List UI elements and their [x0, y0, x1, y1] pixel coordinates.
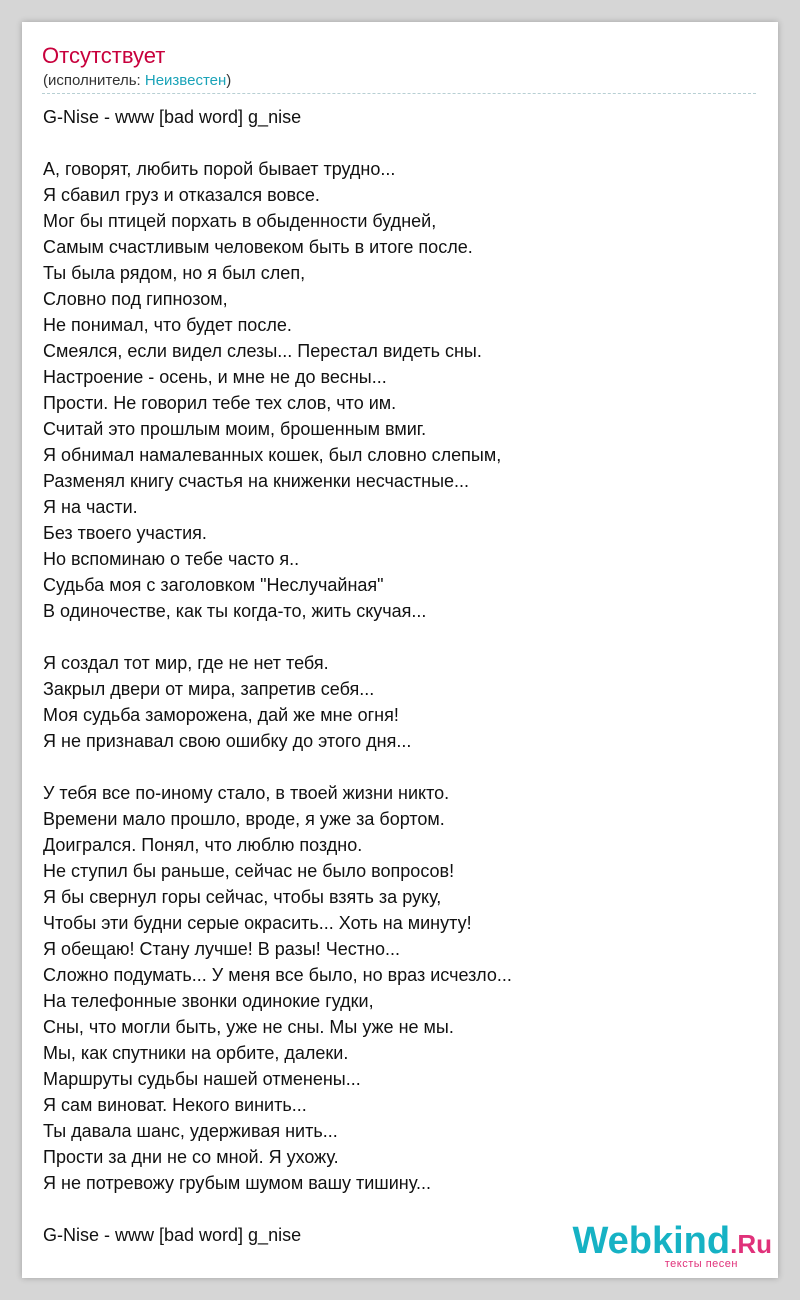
- lyric-line: Настроение - осень, и мне не до весны...: [43, 367, 387, 387]
- lyrics-card: [22, 22, 778, 1278]
- lyric-line: А, говорят, любить порой бывает трудно...: [43, 159, 396, 179]
- logo-domain: .Ru: [730, 1229, 772, 1259]
- verse-2: [43, 650, 757, 754]
- lyric-line: Я обещаю! Стану лучше! В разы! Честно...: [43, 939, 401, 959]
- lyric-line: Я не признавал свою ошибку до этого дня...: [43, 731, 412, 751]
- lyrics-footer: G-Nise - www [bad word] g_nise: [43, 1225, 302, 1245]
- lyric-line: Закрыл двери от мира, запретив себя...: [43, 679, 375, 699]
- lyric-line: Я обнимал намалеванных кошек, был словно слепым,: [43, 445, 502, 465]
- verse-3: [43, 780, 757, 1196]
- lyric-line: Мы, как спутники на орбите, далеки.: [43, 1043, 349, 1063]
- lyric-line: Маршруты судьбы нашей отменены...: [43, 1069, 361, 1089]
- lyric-line: Я создал тот мир, где не нет тебя.: [43, 653, 329, 673]
- logo-main-text: Webkind: [572, 1220, 731, 1262]
- lyric-line: Я не потревожу грубым шумом вашу тишину...: [43, 1173, 431, 1193]
- lyric-line: Прости за дни не со мной. Я ухожу.: [43, 1147, 339, 1167]
- lyric-line: Судьба моя с заголовком "Неслучайная": [43, 575, 384, 595]
- site-logo[interactable]: [572, 1221, 772, 1270]
- lyric-line: У тебя все по-иному стало, в твоей жизни никто.: [43, 783, 450, 803]
- artist-line: [43, 72, 231, 90]
- lyric-line: Я сбавил груз и отказался вовсе.: [43, 185, 320, 205]
- lyrics-header: G-Nise - www [bad word] g_nise: [43, 107, 302, 127]
- lyric-line: Ты была рядом, но я был слеп,: [43, 263, 306, 283]
- lyric-line: Считай это прошлым моим, брошенным вмиг.: [43, 419, 427, 439]
- title-divider: [42, 93, 756, 94]
- lyric-line: Я сам виноват. Некого винить...: [43, 1095, 307, 1115]
- lyric-line: Сны, что могли быть, уже не сны. Мы уже не мы.: [43, 1017, 454, 1037]
- lyric-line: Чтобы эти будни серые окрасить... Хоть на минуту!: [43, 913, 472, 933]
- logo-tagline: тексты песен: [664, 1258, 738, 1270]
- lyric-line: Разменял книгу счастья на книженки несчастные...: [43, 471, 470, 491]
- verse-1: [43, 156, 757, 624]
- lyric-line: Но вспоминаю о тебе часто я..: [43, 549, 300, 569]
- stanza-gap: [43, 754, 757, 780]
- lyric-line: Сложно подумать... У меня все было, но враз исчезло...: [43, 965, 512, 985]
- stanza-gap: [43, 624, 757, 650]
- lyric-line: Не понимал, что будет после.: [43, 315, 292, 335]
- lyric-line: Времени мало прошло, вроде, я уже за бортом.: [43, 809, 445, 829]
- lyric-line: Прости. Не говорил тебе тех слов, что им.: [43, 393, 397, 413]
- lyric-line: Доигрался. Понял, что люблю поздно.: [43, 835, 363, 855]
- stanza-gap: [43, 130, 757, 156]
- lyric-line: Я на части.: [43, 497, 138, 517]
- lyric-line: Словно под гипнозом,: [43, 289, 228, 309]
- lyric-line: Без твоего участия.: [43, 523, 207, 543]
- lyric-line: Моя судьба заморожена, дай же мне огня!: [43, 705, 399, 725]
- artist-suffix: ): [226, 72, 232, 89]
- song-title: Отсутствует: [42, 43, 166, 68]
- lyric-line: Я бы свернул горы сейчас, чтобы взять за руку,: [43, 887, 442, 907]
- lyric-line: На телефонные звонки одинокие гудки,: [43, 991, 374, 1011]
- stanza-gap: [43, 1196, 757, 1222]
- lyric-line: Самым счастливым человеком быть в итоге после.: [43, 237, 473, 257]
- lyric-line: В одиночестве, как ты когда-то, жить скучая...: [43, 601, 427, 621]
- lyric-line: Ты давала шанс, удерживая нить...: [43, 1121, 338, 1141]
- lyric-line: Смеялся, если видел слезы... Перестал видеть сны.: [43, 341, 482, 361]
- lyric-line: Не ступил бы раньше, сейчас не было вопросов!: [43, 861, 455, 881]
- lyric-line: Мог бы птицей порхать в обыденности будней,: [43, 211, 437, 231]
- artist-prefix: (исполнитель:: [43, 72, 145, 89]
- lyrics-text: [43, 104, 757, 1248]
- artist-link[interactable]: Неизвестен: [144, 72, 227, 89]
